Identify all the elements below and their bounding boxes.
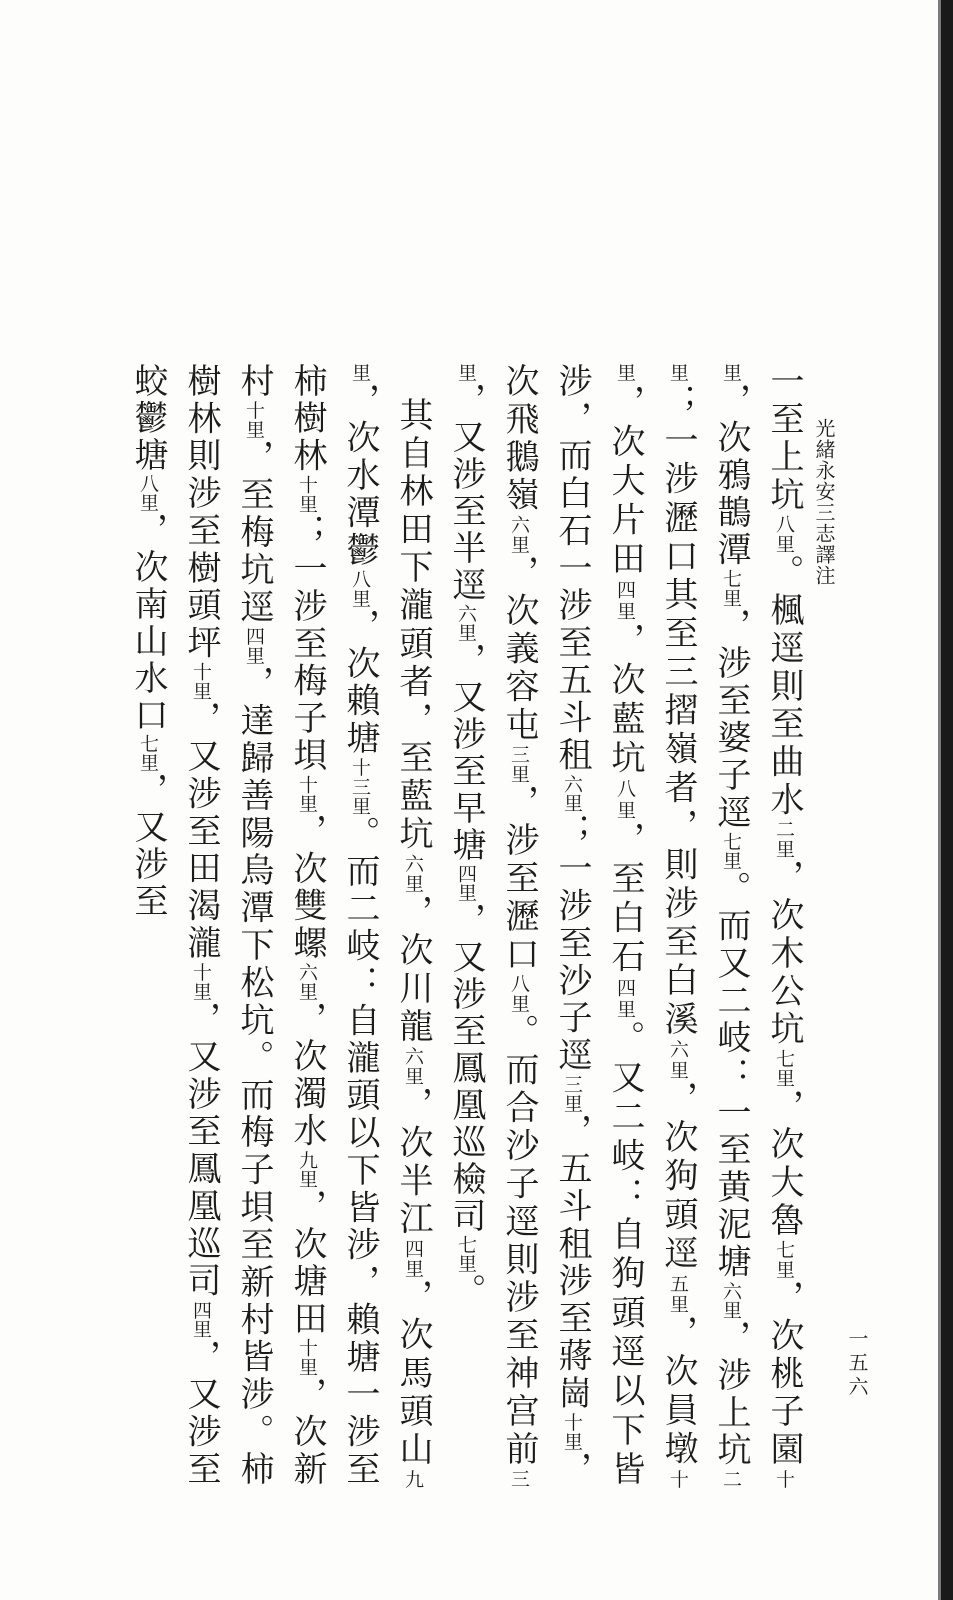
distance-note: 九里 <box>349 363 424 1489</box>
distance-note: 三里 <box>455 363 530 1488</box>
distance-note: 七里 <box>720 831 742 871</box>
text-run: ，又涉至半逕 <box>446 382 486 604</box>
text-run: 自狗頭逕以下皆涉，而白石一涉至五斗租 <box>552 363 645 1489</box>
text-run: 其自林田下瀧頭者，至藍坑 <box>393 397 433 854</box>
distance-note: 六里 <box>402 853 424 894</box>
distance-note: 十里 <box>190 662 212 701</box>
text-run: ，次藍坑 <box>605 622 645 779</box>
text-run: ，又涉至田渴瀧 <box>181 700 221 963</box>
text-run: ，次桃子園 <box>764 1279 804 1470</box>
paragraph-1 <box>439 363 810 1488</box>
text-run: ，次川龍 <box>393 893 433 1047</box>
distance-note: 四里 <box>402 1238 424 1279</box>
text-run: ，次水潭鬱 <box>340 382 380 570</box>
text-run: 。楓逕則至曲水 <box>764 554 804 820</box>
distance-note: 三里 <box>561 1074 583 1114</box>
distance-note: 十里 <box>296 774 318 814</box>
distance-note: 十里 <box>296 474 318 514</box>
text-run: 。而合沙子逕則涉至神宫前 <box>499 1013 539 1469</box>
distance-note: 二里 <box>773 819 795 860</box>
distance-note: 四里 <box>190 1300 212 1339</box>
text-run: ，次員墩 <box>658 1314 698 1470</box>
text-run: ，次雙螺 <box>287 813 327 963</box>
text-run: ，次大魯 <box>764 1088 804 1240</box>
text-run: 。而又二岐： <box>711 870 751 1095</box>
text-run: ，達歸善陽烏潭下松坑。而梅子垻至新村皆涉。柿樹林則涉至樹頭坪 <box>181 363 274 1489</box>
text-run: 。 <box>446 1273 486 1310</box>
distance-note: 七里 <box>773 1048 795 1089</box>
distance-note: 六里 <box>508 514 530 555</box>
distance-note: 六里 <box>296 962 318 1001</box>
text-run: ，次義容屯 <box>499 554 539 745</box>
distance-note: 十里 <box>296 1337 318 1377</box>
distance-note: 四里 <box>455 864 477 902</box>
text-run: ，涉上坑 <box>711 1319 751 1470</box>
distance-note: 七里 <box>455 1235 477 1273</box>
text-run: ，涉至婆子逕 <box>711 607 751 832</box>
running-header-title: 光緒永安三志譯注 <box>812 418 836 586</box>
text-run: ，次濁水 <box>287 1000 327 1151</box>
distance-note: 六里 <box>455 604 477 642</box>
distance-note: 七里 <box>720 569 742 608</box>
text-run: ，次賴塘 <box>340 608 380 758</box>
text-run: 一至上坑 <box>764 363 804 515</box>
text-run: 。而二岐： <box>340 815 380 1003</box>
text-run: ，次狗頭逕 <box>658 1080 698 1274</box>
distance-note: 六里 <box>720 1281 742 1320</box>
distance-note: 十里 <box>720 363 795 1489</box>
distance-note: 十里 <box>561 1412 583 1451</box>
distance-note: 十里 <box>614 363 689 1489</box>
scan-edge-shadow <box>941 0 953 1600</box>
text-run: ，次半江 <box>393 1086 433 1239</box>
distance-note: 九里 <box>296 1150 318 1189</box>
paragraph-2 <box>121 363 439 1488</box>
distance-note: 二里 <box>667 363 742 1489</box>
distance-note: 八里 <box>349 569 371 608</box>
text-run: 。又二岐： <box>605 1020 645 1217</box>
distance-note: 六里 <box>402 1046 424 1087</box>
text-run: ，次新村 <box>234 363 327 1489</box>
distance-note: 十里 <box>243 400 265 440</box>
text-run: 一至黄泥塘 <box>711 1094 751 1282</box>
body-text <box>121 363 810 1488</box>
distance-note: 七里 <box>773 1239 795 1280</box>
text-run: ，至白石 <box>605 821 645 978</box>
text-run: ，次飛鵝嶺 <box>499 363 592 1488</box>
text-run: ，次馬頭山 <box>393 1278 433 1470</box>
distance-note: 八里 <box>508 973 530 1014</box>
text-run: ；一涉至沙子逕 <box>552 812 592 1075</box>
distance-note: 六里 <box>667 1039 689 1081</box>
distance-note: 四里 <box>614 977 636 1021</box>
distance-note: 八里 <box>614 778 636 822</box>
distance-note: 十三里 <box>349 757 371 816</box>
distance-note: 八里 <box>137 474 159 512</box>
text-run: ，次鴉鵲潭 <box>711 382 751 570</box>
distance-note: 五里 <box>667 1273 689 1315</box>
text-run: ；一涉瀝口其至三摺嶺者，則涉至白溪 <box>658 383 698 1040</box>
distance-note: 六里 <box>561 774 583 813</box>
text-run: ，又涉至鳳凰巡檢司 <box>446 902 486 1235</box>
distance-note: 八里 <box>773 514 795 555</box>
distance-note: 三里 <box>508 744 530 785</box>
text-run: ，至梅坑逕 <box>234 439 274 627</box>
text-run: ；一涉至梅子垻 <box>287 513 327 775</box>
distance-note: 七里 <box>137 734 159 772</box>
text-run: ，又涉至蛟鬱塘 <box>128 363 221 1488</box>
distance-note: 四里 <box>243 626 265 666</box>
text-run: ，又涉至早塘 <box>446 642 486 864</box>
text-run: ，又涉至鳳凰巡司 <box>181 1001 221 1301</box>
text-run: ，次大片田 <box>605 384 645 580</box>
text-run: 自瀧頭以下皆涉，賴塘一涉至柿樹林 <box>287 363 380 1488</box>
distance-note: 四里 <box>614 579 636 623</box>
page-number: 一五六 <box>845 1328 869 1400</box>
text-run: ，次木公坑 <box>764 859 804 1049</box>
text-run: ，次塘田 <box>287 1188 327 1338</box>
distance-note: 十里 <box>190 962 212 1002</box>
scan-edge-shadow-inner <box>938 0 941 1600</box>
text-run: ，次南山水口 <box>128 512 168 734</box>
text-run: ，涉至瀝口 <box>499 784 539 974</box>
text-run: ，五斗租涉至蔣崗 <box>552 1113 592 1413</box>
text-run: ，又涉至 <box>128 772 168 920</box>
